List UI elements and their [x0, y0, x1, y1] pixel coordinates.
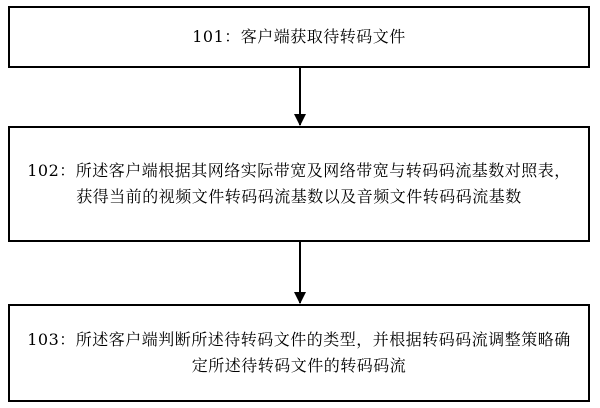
step-102-box: [8, 126, 590, 242]
flow-arrow-101-to-102: [299, 68, 301, 125]
flow-arrow-102-to-103: [299, 242, 301, 303]
step-103-text: 103：所述客户端判断所述待转码文件的类型，并根据转码码流调整策略确定所述待转码文件的转码码流: [27, 330, 571, 375]
step-101-box: [8, 6, 590, 68]
step-101-text: 101：客户端获取待转码文件: [192, 27, 406, 46]
arrow-head-icon: [294, 292, 306, 304]
arrow-head-icon: [294, 114, 306, 126]
step-103-box: [8, 304, 590, 402]
step-102-text: 102：所述客户端根据其网络实际带宽及网络带宽与转码码流基数对照表，获得当前的视频文件转码码流基数以及音频文件转码码流基数: [27, 161, 571, 206]
